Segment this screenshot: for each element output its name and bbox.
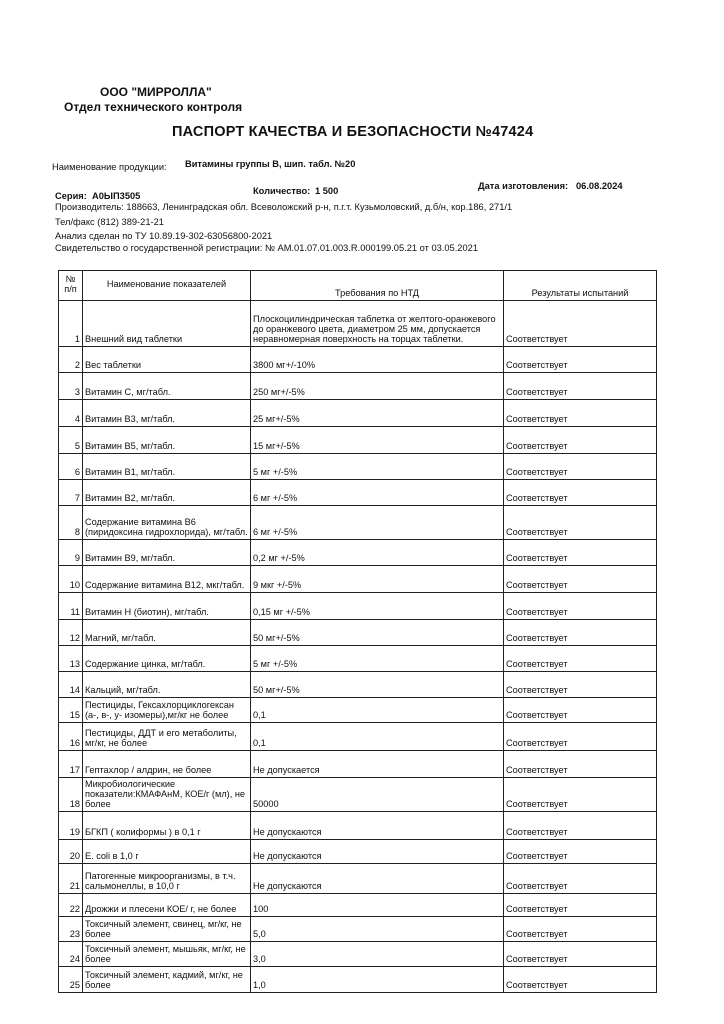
row-indicator-name: Токсичный элемент, кадмий, мг/кг, не более: [83, 967, 251, 993]
row-result: Соответствует: [504, 646, 657, 672]
row-indicator-name: Кальций, мг/табл.: [83, 672, 251, 698]
row-indicator-name: Микробиологические показатели:КМАФАнМ, КОЕ/г (мл), не более: [83, 778, 251, 812]
row-requirement: Не допускаются: [251, 812, 504, 840]
row-num: 16: [59, 723, 83, 751]
row-result: Соответствует: [504, 698, 657, 723]
row-indicator-name: Содержание цинка, мг/табл.: [83, 646, 251, 672]
table-row: [59, 347, 657, 373]
table-row: [59, 840, 657, 864]
row-indicator-name: Витамин Н (биотин), мг/табл.: [83, 593, 251, 620]
table-row: [59, 566, 657, 593]
table-row: [59, 506, 657, 540]
row-indicator-name: БГКП ( колиформы ) в 0,1 г: [83, 812, 251, 840]
row-num: 24: [59, 942, 83, 967]
table-row: [59, 646, 657, 672]
series-label: Серия:: [55, 191, 87, 201]
row-num: 4: [59, 400, 83, 427]
row-indicator-name: Витамин В5, мг/табл.: [83, 427, 251, 454]
row-num: 22: [59, 894, 83, 917]
row-requirement: 50 мг+/-5%: [251, 620, 504, 646]
row-num: 9: [59, 540, 83, 566]
header-num: № п/п: [59, 271, 83, 301]
row-indicator-name: Магний, мг/табл.: [83, 620, 251, 646]
row-requirement: 0,15 мг +/-5%: [251, 593, 504, 620]
row-requirement: 1,0: [251, 967, 504, 993]
row-requirement: 50000: [251, 778, 504, 812]
row-requirement: Не допускаются: [251, 840, 504, 864]
row-result: Соответствует: [504, 347, 657, 373]
row-requirement: 5 мг +/-5%: [251, 646, 504, 672]
row-requirement: 5 мг +/-5%: [251, 454, 504, 480]
row-result: Соответствует: [504, 506, 657, 540]
table-row: [59, 698, 657, 723]
row-indicator-name: Гептахлор / алдрин, не более: [83, 751, 251, 778]
row-requirement: 3,0: [251, 942, 504, 967]
table-row: [59, 778, 657, 812]
table-row: [59, 812, 657, 840]
date-label: Дата изготовления:: [478, 181, 569, 191]
row-num: 7: [59, 480, 83, 506]
series-value: А0ЫП3505: [92, 191, 141, 201]
row-requirement: 3800 мг+/-10%: [251, 347, 504, 373]
page-title: ПАСПОРТ КАЧЕСТВА И БЕЗОПАСНОСТИ №47424: [172, 124, 534, 140]
row-requirement: 25 мг+/-5%: [251, 400, 504, 427]
row-num: 25: [59, 967, 83, 993]
table-row: [59, 454, 657, 480]
row-result: Соответствует: [504, 400, 657, 427]
row-requirement: 50 мг+/-5%: [251, 672, 504, 698]
table-row: [59, 864, 657, 894]
row-num: 11: [59, 593, 83, 620]
row-indicator-name: Витамин В1, мг/табл.: [83, 454, 251, 480]
row-num: 8: [59, 506, 83, 540]
table-row: [59, 917, 657, 942]
row-result: Соответствует: [504, 751, 657, 778]
row-requirement: 250 мг+/-5%: [251, 373, 504, 400]
table-row: [59, 400, 657, 427]
row-num: 21: [59, 864, 83, 894]
row-result: Соответствует: [504, 778, 657, 812]
row-requirement: 100: [251, 894, 504, 917]
row-result: Соответствует: [504, 942, 657, 967]
row-num: 3: [59, 373, 83, 400]
row-indicator-name: Внешний вид таблетки: [83, 301, 251, 347]
row-indicator-name: Токсичный элемент, свинец, мг/кг, не более: [83, 917, 251, 942]
table-row: [59, 942, 657, 967]
table-header-row: [59, 271, 657, 301]
table-row: [59, 751, 657, 778]
row-result: Соответствует: [504, 672, 657, 698]
row-result: Соответствует: [504, 480, 657, 506]
header-requirement: Требования по НТД: [251, 271, 504, 301]
table-row: [59, 540, 657, 566]
row-indicator-name: Витамин В3, мг/табл.: [83, 400, 251, 427]
row-result: Соответствует: [504, 540, 657, 566]
row-num: 20: [59, 840, 83, 864]
row-num: 17: [59, 751, 83, 778]
row-num: 14: [59, 672, 83, 698]
quantity-value: 1 500: [315, 186, 339, 196]
row-num: 5: [59, 427, 83, 454]
row-indicator-name: Пестициды, Гексахлорциклогексан (а-, в-, у- изомеры),мг/кг не более: [83, 698, 251, 723]
row-result: Соответствует: [504, 894, 657, 917]
row-indicator-name: Пестициды, ДДТ и его метаболиты, мг/кг, не более: [83, 723, 251, 751]
row-indicator-name: Вес таблетки: [83, 347, 251, 373]
table-row: [59, 723, 657, 751]
quality-table: [58, 270, 657, 993]
row-num: 10: [59, 566, 83, 593]
row-num: 13: [59, 646, 83, 672]
row-requirement: 0,1: [251, 723, 504, 751]
row-requirement: 0,2 мг +/-5%: [251, 540, 504, 566]
header-name: Наименование показателей: [83, 271, 251, 301]
row-result: Соответствует: [504, 301, 657, 347]
row-num: 12: [59, 620, 83, 646]
row-num: 6: [59, 454, 83, 480]
row-result: Соответствует: [504, 454, 657, 480]
row-result: Соответствует: [504, 723, 657, 751]
product-name-label: Наименование продукции:: [52, 162, 167, 172]
row-indicator-name: Патогенные микроорганизмы, в т.ч. сальмонеллы, в 10,0 г: [83, 864, 251, 894]
department-name: Отдел технического контроля: [64, 100, 243, 114]
row-indicator-name: Дрожжи и плесени КОЕ/ г, не более: [83, 894, 251, 917]
row-result: Соответствует: [504, 967, 657, 993]
row-indicator-name: Витамин В9, мг/табл.: [83, 540, 251, 566]
row-requirement: 0,1: [251, 698, 504, 723]
row-result: Соответствует: [504, 593, 657, 620]
row-num: 1: [59, 301, 83, 347]
row-indicator-name: Витамин В2, мг/табл.: [83, 480, 251, 506]
table-row: [59, 620, 657, 646]
phone-fax: Тел/факс (812) 389-21-21: [55, 217, 164, 227]
row-indicator-name: E. coli в 1,0 г: [83, 840, 251, 864]
row-requirement: Не допускается: [251, 751, 504, 778]
row-num: 23: [59, 917, 83, 942]
row-num: 15: [59, 698, 83, 723]
row-indicator-name: Токсичный элемент, мышьяк, мг/кг, не более: [83, 942, 251, 967]
row-result: Соответствует: [504, 812, 657, 840]
table-row: [59, 672, 657, 698]
quantity-label: Количество:: [253, 186, 311, 196]
row-result: Соответствует: [504, 566, 657, 593]
table-row: [59, 480, 657, 506]
registration-certificate: Свидетельство о государственной регистрации: № AM.01.07.01.003.R.000199.05.21 от 03.05.2021: [55, 243, 478, 253]
row-num: 18: [59, 778, 83, 812]
table-row: [59, 427, 657, 454]
row-num: 2: [59, 347, 83, 373]
row-result: Соответствует: [504, 917, 657, 942]
analysis-standard: Анализ сделан по ТУ 10.89.19-302-63056800-2021: [55, 231, 273, 241]
row-requirement: 9 мкг +/-5%: [251, 566, 504, 593]
table-row: [59, 301, 657, 347]
row-result: Соответствует: [504, 864, 657, 894]
row-requirement: 15 мг+/-5%: [251, 427, 504, 454]
row-result: Соответствует: [504, 427, 657, 454]
date-value: 06.08.2024: [576, 181, 623, 191]
table-row: [59, 894, 657, 917]
row-result: Соответствует: [504, 373, 657, 400]
row-requirement: 6 мг +/-5%: [251, 480, 504, 506]
row-indicator-name: Витамин С, мг/табл.: [83, 373, 251, 400]
row-result: Соответствует: [504, 620, 657, 646]
table-row: [59, 373, 657, 400]
row-indicator-name: Содержание витамина В6 (пиридоксина гидрохлорида), мг/табл.: [83, 506, 251, 540]
product-name-value: Витамины группы В, шип. табл. №20: [185, 159, 356, 169]
row-result: Соответствует: [504, 840, 657, 864]
table-row: [59, 967, 657, 993]
table-row: [59, 593, 657, 620]
row-requirement: Плоскоцилиндрическая таблетка от желтого-оранжевого до оранжевого цвета, диаметром 25 мм, допускается неравномерная поверхность на торцах таблетки.: [251, 301, 504, 347]
row-requirement: 6 мг +/-5%: [251, 506, 504, 540]
manufacturer-address: Производитель: 188663, Ленинградская обл. Всеволожский р-н, п.г.т. Кузьмоловский, д.б/н, кор.186, 271/1: [55, 202, 513, 212]
row-indicator-name: Содержание витамина В12, мкг/табл.: [83, 566, 251, 593]
header-result: Результаты испытаний: [504, 271, 657, 301]
row-requirement: 5,0: [251, 917, 504, 942]
row-num: 19: [59, 812, 83, 840]
company-name: ООО "МИРРОЛЛА": [100, 85, 212, 99]
row-requirement: Не допускаются: [251, 864, 504, 894]
